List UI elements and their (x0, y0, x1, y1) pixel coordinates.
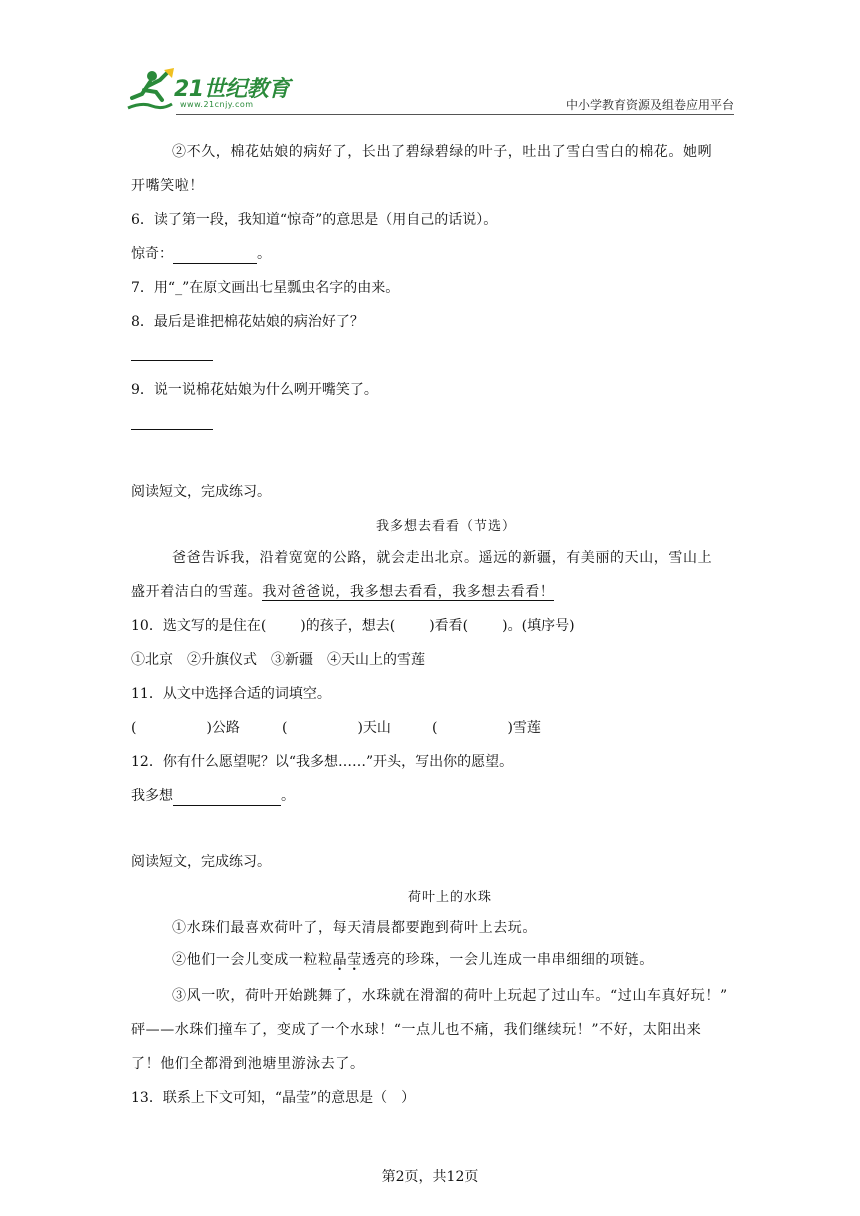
section2-title: 我多想去看看（节选） (376, 519, 517, 534)
section3-para2 (172, 950, 654, 970)
question-9: 9．说一说棉花姑娘为什么咧开嘴笑了。 (131, 382, 378, 398)
emphasis-char-ying: 莹 (347, 952, 362, 968)
section2-line2-plain: 盛开着洁白的雪莲。 (131, 584, 263, 600)
question-12-answer (131, 786, 295, 806)
section3-para2-a: ②他们一会儿变成一粒粒 (172, 952, 333, 968)
section3-instruction: 阅读短文，完成练习。 (131, 854, 271, 870)
question-8: 8．最后是谁把棉花姑娘的病治好了？ (131, 314, 364, 330)
q6-answer-blank[interactable] (173, 247, 257, 264)
section3-para3-line3: 了！他们全都滑到池塘里游泳去了。 (131, 1056, 365, 1072)
q12-answer-label: 我多想 (131, 788, 173, 804)
q6-answer-end: 。 (257, 246, 271, 262)
question-10 (131, 616, 575, 636)
passage1-para2-line1: ②不久，棉花姑娘的病好了，长出了碧绿碧绿的叶子，吐出了雪白雪白的棉花。她咧 (172, 144, 713, 160)
q7-text-b: ”在原文画出七星瓢虫名字的由来。 (182, 280, 400, 296)
q10-text-c: )看看( (429, 618, 469, 634)
q11-fill-3[interactable]: ( )雪莲 (432, 720, 541, 736)
section3-para3-line2: 砰——水珠们撞车了，变成了一个水球！“一点儿也不痛，我们继续玩！”不好，太阳出来 (131, 1022, 702, 1038)
page-number: 第2页，共12页 (381, 1169, 479, 1185)
question-6: 6．读了第一段，我知道“惊奇”的意思是（用自己的话说）。 (131, 212, 498, 228)
q10-text-d: )。(填序号) (502, 618, 575, 634)
q10-text-a: 10．选文写的是住在( (131, 618, 267, 634)
q8-answer-blank[interactable] (131, 360, 213, 361)
q6-answer-label: 惊奇： (131, 246, 173, 262)
section3-para1: ①水珠们最喜欢荷叶了，每天清晨都要跑到荷叶上去玩。 (172, 920, 537, 936)
logo (122, 68, 292, 112)
page-header (122, 66, 734, 118)
q7-text-a: 7．用“ (131, 280, 176, 296)
q9-answer-blank[interactable] (131, 429, 213, 430)
logo-url: www.21cnjy.com (180, 100, 254, 109)
question-10-options: ①北京 ②升旗仪式 ③新疆 ④天山上的雪莲 (131, 652, 425, 668)
section2-line2 (131, 582, 554, 602)
q10-text-b: )的孩子，想去( (300, 618, 396, 634)
section2-instruction: 阅读短文，完成练习。 (131, 484, 271, 500)
question-6-answer (131, 244, 271, 264)
question-13: 13．联系上下文可知，“晶莹”的意思是（ ） (131, 1090, 416, 1106)
section2-line1: 爸爸告诉我，沿着宽宽的公路，就会走出北京。遥远的新疆，有美丽的天山，雪山上 (172, 550, 713, 566)
passage1-para2-line2: 开嘴笑啦！ (131, 178, 204, 194)
section3-para3-line1: ③风一吹，荷叶开始跳舞了，水珠就在滑溜的荷叶上玩起了过山车。“过山车真好玩！” (172, 988, 728, 1004)
q11-fill-1[interactable]: ( )公路 (131, 720, 240, 736)
q11-fill-2[interactable]: ( )天山 (282, 720, 391, 736)
section3-title: 荷叶上的水珠 (408, 890, 493, 905)
logo-text: 21世纪教育 (174, 77, 290, 102)
question-7 (131, 278, 399, 298)
section3-para2-b: 透亮的珍珠，一会儿连成一串串细细的项链。 (361, 952, 654, 968)
platform-tagline: 中小学教育资源及组卷应用平台 (565, 98, 734, 112)
header-divider (176, 114, 734, 115)
q7-underline-mark: _ (175, 280, 183, 296)
runner-logo-icon (122, 68, 178, 112)
section2-underlined-sentence: 我对爸爸说，我多想去看看，我多想去看看！ (262, 584, 555, 600)
q12-answer-end: 。 (281, 788, 295, 804)
q12-answer-blank[interactable] (173, 789, 281, 806)
question-11: 11．从文中选择合适的词填空。 (131, 686, 331, 702)
question-12: 12．你有什么愿望呢？以“我多想……”开头，写出你的愿望。 (131, 754, 514, 770)
emphasis-char-jing: 晶 (332, 952, 348, 968)
